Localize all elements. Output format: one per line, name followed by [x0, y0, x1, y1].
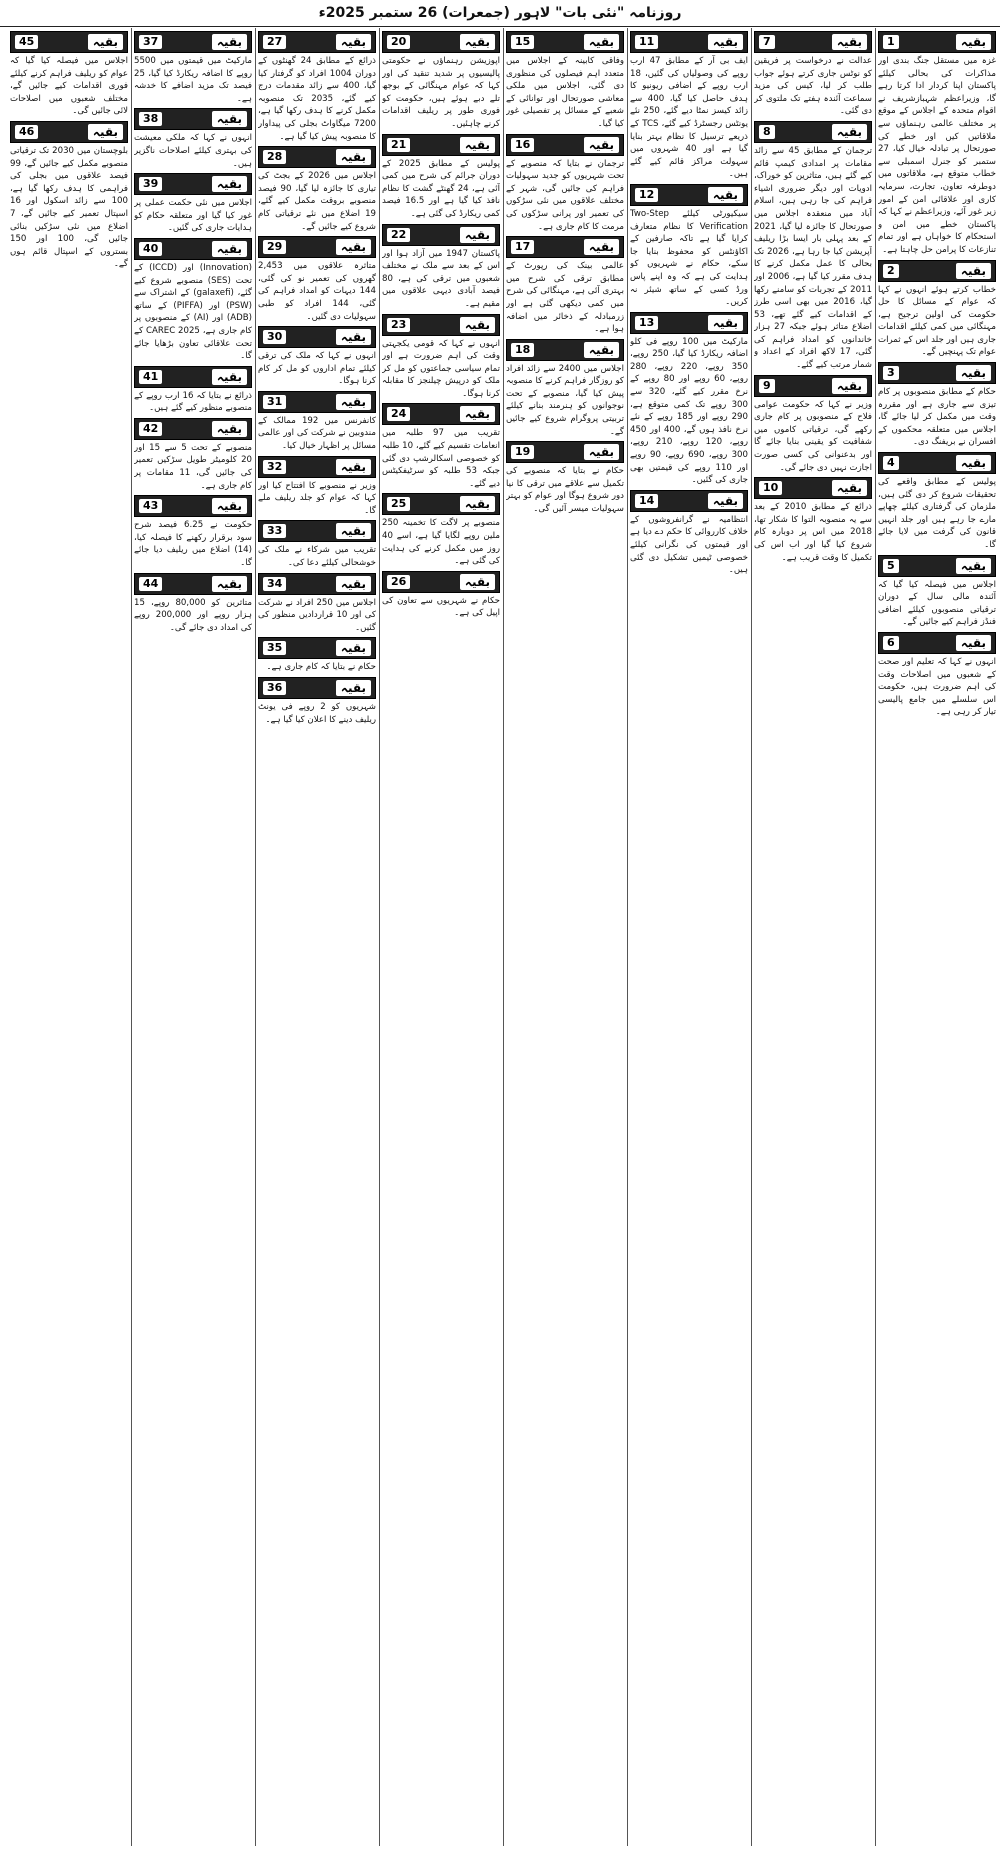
continuation-text: بلوچستان میں 2030 تک ترقیاتی منصوبے مکمل کیے جائیں گے، 99 فیصد علاقوں میں بجلی کی فراہمی کا ہدف رکھا گیا ہے، 100 سے زائد اسکول اور 16 اسپتال تعمیر کیے جائیں گے، 7 اضلاع میں نئی سڑکیں بنائی جائیں گی، 100 اور 150 بستروں کے اسپتال قائم ہوں گے۔ — [10, 145, 128, 270]
continuation-block — [258, 326, 376, 388]
news-column — [878, 28, 996, 1846]
continuation-banner — [878, 452, 996, 474]
continuation-banner — [754, 375, 872, 397]
continuation-block — [878, 260, 996, 360]
continuation-block — [506, 31, 624, 131]
banner-word: بقیہ — [212, 241, 247, 257]
continuation-block — [258, 391, 376, 453]
continuation-banner — [258, 456, 376, 478]
continuation-text: متاثرین کو 80,000 روپے، 15 ہزار روپے اور 200,000 روپے کی امداد دی جائے گی۔ — [134, 597, 252, 633]
banner-word: بقیہ — [336, 523, 371, 539]
continuation-banner — [754, 477, 872, 499]
continuation-text: متاثرہ علاقوں میں 2,453 گھروں کی تعمیر نو کی گئی، 144 دیہات کو امداد فراہم کی گئی، 144 افراد کو طبی سہولیات دی گئیں۔ — [258, 261, 376, 322]
banner-number: 41 — [139, 370, 162, 384]
continuation-block — [382, 314, 500, 401]
continuation-block — [258, 573, 376, 635]
continuation-text: انہوں نے کہا کہ تعلیم اور صحت کے شعبوں میں اصلاحات وقت کی اہم ضرورت ہیں، حکومت اس سلسلے میں جامع پالیسی تیار کر رہی ہے۔ — [878, 656, 996, 718]
continuation-banner — [506, 31, 624, 53]
continuation-banner — [382, 314, 500, 336]
continuation-banner — [258, 236, 376, 258]
banner-number: 14 — [635, 494, 658, 508]
continuation-banner — [134, 31, 252, 53]
banner-number: 34 — [263, 577, 286, 591]
continuation-text: عالمی بینک کی رپورٹ کے مطابق ترقی کی شرح میں بہتری آئی ہے، مہنگائی کی شرح میں کمی دیکھی گئی ہے اور زرمبادلہ کے ذخائر میں اضافہ ہوا ہے۔ — [506, 261, 624, 335]
continuation-block — [134, 173, 252, 235]
continuation-text: حکام نے بتایا کہ کام جاری ہے۔ — [266, 662, 376, 673]
continuation-banner — [506, 134, 624, 156]
banner-number: 44 — [139, 577, 162, 591]
continuation-block — [506, 134, 624, 234]
banner-word: بقیہ — [708, 187, 743, 203]
continuation-banner — [630, 312, 748, 334]
banner-word: بقیہ — [584, 342, 619, 358]
banner-word: بقیہ — [212, 421, 247, 437]
continuation-text: ذرائع نے بتایا کہ 16 ارب روپے کے منصوبے منظور کیے گئے ہیں۔ — [134, 390, 252, 414]
continuation-text: ایف بی آر کے مطابق 47 ارب روپے کی وصولیاں کی گئیں، 18 ارب روپے کے اضافی ریونیو کا ہدف حاصل کیا گیا، 400 سے زائد کیسز نمٹا دیے گئے، 250 نئے یونٹس رجسٹرڈ کیے گئے، TCS کے ذریعے ترسیل کا نظام بہتر بنایا گیا ہے اور 40 شہروں میں سہولت مراکز قائم کیے گئے ہیں۔ — [630, 56, 748, 180]
continuation-banner — [258, 146, 376, 168]
continuation-text: مارکیٹ میں 100 روپے فی کلو اضافہ ریکارڈ کیا گیا، 250 روپے، 350 روپے، 220 روپے، 280 روپے، 60 روپے اور 80 روپے کے نرخ مقرر کیے گئے، 320 سے 300 روپے تک کمی متوقع ہے، 290 روپے اور 185 روپے کے نئے نرخ نافذ ہوں گے، 400 اور 450 روپے، 120 روپے، 210 روپے، 300 روپے، 690 روپے، 90 روپے اور 110 روپے کی قیمتیں بھی جاری کی گئیں۔ — [630, 336, 748, 486]
banner-number: 6 — [883, 636, 899, 650]
continuation-banner — [382, 31, 500, 53]
banner-word: بقیہ — [584, 444, 619, 460]
banner-word: بقیہ — [212, 111, 247, 127]
column-divider — [627, 28, 628, 1846]
continuation-text: کانفرنس میں 192 ممالک کے مندوبین نے شرکت کی اور عالمی مسائل پر اظہار خیال کیا۔ — [258, 415, 376, 452]
banner-number: 4 — [883, 456, 899, 470]
continuation-text: ترجمان کے مطابق 45 سے زائد مقامات پر امدادی کیمپ قائم کیے گئے ہیں، متاثرین کو خوراک، ادویات اور دیگر ضروری اشیاء فراہم کی جا رہی ہیں، اسلام آباد میں منعقدہ اجلاس میں صورتحال کا جائزہ لیا گیا، 2021 کے بعد پہلی بار ایسا بڑا ریلیف آپریشن کیا جا رہا ہے، 2026 تک بحالی کا عمل مکمل کرنے کا ہدف مقرر کیا گیا ہے، 2006 اور 2011 کے تجربات کو سامنے رکھا گیا، 2016 میں بھی اسی طرز کے اقدامات کیے گئے تھے، 53 اضلاع متاثر ہوئے جبکہ 27 ہزار خاندانوں کو امداد فراہم کی گئی، 17 لاکھ افراد کے اعداد و شمار مرتب کیے گئے۔ — [754, 145, 872, 371]
banner-word: بقیہ — [336, 149, 371, 165]
continuation-text: پولیس کے مطابق 2025 کے دوران جرائم کی شرح میں کمی آئی ہے، 24 گھنٹے گشت کا نظام نافذ کیا گیا ہے اور 16.5 فیصد کمی ریکارڈ کی گئی ہے۔ — [382, 158, 500, 219]
continuation-block — [382, 134, 500, 221]
banner-word: بقیہ — [336, 239, 371, 255]
continuation-block — [134, 31, 252, 105]
column-divider — [875, 28, 876, 1846]
continuation-block — [382, 31, 500, 131]
banner-number: 7 — [759, 35, 775, 49]
banner-number: 11 — [635, 35, 658, 49]
continuation-text: ذرائع کے مطابق 2010 کے بعد سے یہ منصوبہ التوا کا شکار تھا، 2018 میں اس پر دوبارہ کام شروع کیا گیا اور اب اس کی تکمیل کا وقت قریب ہے۔ — [754, 502, 872, 563]
continuation-banner — [506, 441, 624, 463]
continuation-banner — [134, 418, 252, 440]
continuation-banner — [754, 121, 872, 143]
banner-word: بقیہ — [336, 680, 371, 696]
continuation-text: منصوبے کے تحت 5 سے 15 اور 20 کلومیٹر طویل سڑکیں تعمیر کی جائیں گی، 11 مقامات پر کام جاری ہے۔ — [134, 442, 252, 491]
continuation-text: شہریوں کو 2 روپے فی یونٹ ریلیف دینے کا اعلان کیا گیا ہے۔ — [258, 702, 376, 725]
news-column — [754, 28, 872, 1846]
continuation-block — [754, 31, 872, 118]
continuation-block — [134, 495, 252, 569]
banner-number: 31 — [263, 395, 286, 409]
banner-number: 23 — [387, 318, 410, 332]
continuation-block — [754, 121, 872, 372]
banner-number: 30 — [263, 330, 286, 344]
continuation-banner — [382, 571, 500, 593]
banner-word: بقیہ — [460, 406, 495, 422]
banner-number: 17 — [511, 240, 534, 254]
banner-number: 39 — [139, 177, 162, 191]
banner-word: بقیہ — [708, 493, 743, 509]
banner-word: بقیہ — [212, 498, 247, 514]
continuation-text: مارکیٹ میں قیمتوں میں 5500 روپے کا اضافہ ریکارڈ کیا گیا، 25 فیصد تک مزید اضافے کا خدشہ ہے۔ — [134, 56, 252, 104]
banner-word: بقیہ — [336, 394, 371, 410]
banner-number: 20 — [387, 35, 410, 49]
banner-number: 5 — [883, 559, 899, 573]
banner-word: بقیہ — [88, 34, 123, 50]
continuation-block — [506, 441, 624, 515]
banner-number: 27 — [263, 35, 286, 49]
continuation-block — [382, 571, 500, 620]
continuation-text: انہوں نے کہا کہ ملکی معیشت کی بہتری کیلئے اصلاحات ناگزیر ہیں۔ — [134, 133, 252, 169]
continuation-block — [878, 362, 996, 449]
continuation-text: اجلاس میں فیصلہ کیا گیا کہ آئندہ مالی سال کے دوران ترقیاتی منصوبوں کیلئے اضافی فنڈز فراہم کیے جائیں گے۔ — [878, 579, 996, 628]
continuation-text: عدالت نے درخواست پر فریقین کو نوٹس جاری کرتے ہوئے جواب طلب کر لیا، کیس کی مزید سماعت آئندہ ہفتے تک ملتوی کر دی گئی۔ — [754, 56, 872, 117]
banner-word: بقیہ — [336, 34, 371, 50]
banner-word: بقیہ — [956, 34, 991, 50]
continuation-block — [134, 238, 252, 363]
continuation-text: وزیر نے منصوبے کا افتتاح کیا اور کہا کہ عوام کو جلد ریلیف ملے گا۔ — [258, 480, 376, 516]
continuation-text: اجلاس میں فیصلہ کیا گیا کہ عوام کو ریلیف فراہم کرنے کیلئے فوری اقدامات کیے جائیں گے، مختلف شعبوں میں اصلاحات لائی جائیں گی۔ — [10, 56, 128, 117]
news-column — [258, 28, 376, 1846]
continuation-block — [258, 637, 376, 674]
banner-number: 10 — [759, 481, 782, 495]
banner-word: بقیہ — [832, 124, 867, 140]
continuation-banner — [506, 236, 624, 258]
continuation-block — [630, 184, 748, 309]
continuation-banner — [878, 362, 996, 384]
banner-number: 35 — [263, 641, 286, 655]
news-column — [382, 28, 500, 1846]
continuation-block — [630, 490, 748, 577]
banner-number: 21 — [387, 138, 410, 152]
continuation-block — [878, 632, 996, 719]
continuation-banner — [878, 260, 996, 282]
continuation-text: ذرائع کے مطابق 24 گھنٹوں کے دوران 1004 افراد کو گرفتار کیا گیا، 400 سے زائد مقدمات درج کیے گئے، 2035 تک منصوبہ مکمل کرنے کا ہدف رکھا گیا ہے، 7200 میگاواٹ بجلی کی پیداوار کا منصوبہ پیش کیا گیا ہے۔ — [258, 56, 376, 142]
continuation-text: وزیر نے کہا کہ حکومت عوامی فلاح کے منصوبوں پر کام جاری رکھے گی، ترقیاتی کاموں میں شفافیت کو یقینی بنایا جائے گا اور بدعنوانی کی کسی صورت اجازت نہیں دی جائے گی۔ — [754, 399, 872, 473]
continuation-banner — [134, 366, 252, 388]
continuation-banner — [506, 339, 624, 361]
continuation-banner — [878, 632, 996, 654]
continuation-banner — [382, 493, 500, 515]
banner-number: 9 — [759, 379, 775, 393]
continuation-text: حکام نے شہریوں سے تعاون کی اپیل کی ہے۔ — [382, 595, 500, 619]
continuation-banner — [382, 403, 500, 425]
banner-number: 43 — [139, 499, 162, 513]
continuation-text: سیکیورٹی کیلئے Two-Step Verification کا نظام متعارف کرایا گیا ہے تاکہ صارفین کے اکاؤنٹس کو محفوظ بنایا جا سکے، حکام نے شہریوں کو ہدایت کی ہے کہ وہ اپنے پاس ورڈ کسی کے ساتھ شیئر نہ کریں۔ — [630, 208, 748, 308]
continuation-text: غزہ میں مستقل جنگ بندی اور مذاکرات کی بحالی کیلئے پاکستان اپنا کردار ادا کرتا رہے گا، وزیراعظم شہبازشریف نے اقوام متحدہ کے اجلاس کے موقع پر مختلف عالمی رہنماؤں سے ملاقاتیں کیں اور خطے کی صورتحال پر تبادلہ خیال کیا، 27 ستمبر کو جنرل اسمبلی سے خطاب متوقع ہے، ملاقاتوں میں دوطرفہ تعاون، تجارت، سرمایہ کاری اور علاقائی امن کے امور زیر غور آئے، وزیراعظم نے کہا کہ پاکستان خطے میں امن و استحکام کا خواہاں ہے اور تمام تنازعات کا پرامن حل چاہتا ہے۔ — [878, 56, 996, 255]
banner-word: بقیہ — [336, 576, 371, 592]
continuation-block — [258, 456, 376, 518]
continuation-banner — [258, 391, 376, 413]
continuation-block — [258, 146, 376, 233]
banner-word: بقیہ — [956, 365, 991, 381]
continuation-banner — [258, 677, 376, 699]
continuation-banner — [134, 108, 252, 130]
continuation-block — [134, 418, 252, 492]
continuation-text: حکومت نے 6.25 فیصد شرح سود برقرار رکھنے کا فیصلہ کیا، (14) اضلاع میں ریلیف دیا جائے گا۔ — [134, 520, 252, 569]
masthead-title: روزنامہ "نئی بات" لاہور (جمعرات) 26 ستمبر 2025ء — [318, 5, 682, 21]
banner-number: 13 — [635, 316, 658, 330]
continuation-text: انتظامیہ نے گرانفروشوں کے خلاف کارروائی کا حکم دے دیا ہے اور قیمتوں کی نگرانی کیلئے خصوصی ٹیمیں تشکیل دی گئی ہیں۔ — [630, 514, 748, 576]
banner-word: بقیہ — [336, 640, 371, 656]
continuation-banner — [258, 31, 376, 53]
banner-word: بقیہ — [212, 369, 247, 385]
banner-number: 12 — [635, 188, 658, 202]
column-divider — [131, 28, 132, 1846]
banner-word: بقیہ — [708, 315, 743, 331]
news-column — [134, 28, 252, 1846]
continuation-block — [258, 520, 376, 569]
continuation-block — [134, 366, 252, 415]
continuation-banner — [258, 326, 376, 348]
banner-number: 2 — [883, 264, 899, 278]
continuation-block — [878, 31, 996, 257]
continuation-block — [382, 224, 500, 311]
banner-word: بقیہ — [832, 34, 867, 50]
banner-word: بقیہ — [584, 239, 619, 255]
banner-number: 36 — [263, 681, 286, 695]
banner-word: بقیہ — [584, 137, 619, 153]
banner-number: 45 — [15, 35, 38, 49]
banner-number: 8 — [759, 125, 775, 139]
banner-word: بقیہ — [460, 317, 495, 333]
continuation-block — [10, 31, 128, 118]
banner-number: 25 — [387, 497, 410, 511]
banner-number: 24 — [387, 407, 410, 421]
banner-number: 22 — [387, 228, 410, 242]
banner-word: بقیہ — [956, 558, 991, 574]
banner-word: بقیہ — [584, 34, 619, 50]
banner-word: بقیہ — [336, 329, 371, 345]
continuation-banner — [134, 495, 252, 517]
banner-word: بقیہ — [708, 34, 743, 50]
banner-number: 32 — [263, 460, 286, 474]
banner-number: 26 — [387, 575, 410, 589]
news-column — [630, 28, 748, 1846]
continuation-banner — [878, 555, 996, 577]
banner-word: بقیہ — [212, 34, 247, 50]
continuation-text: وفاقی کابینہ کے اجلاس میں متعدد اہم فیصلوں کی منظوری دی گئی، اجلاس میں ملکی معاشی صورتحال اور توانائی کے شعبے کے مسائل پر تفصیلی غور کیا گیا۔ — [506, 56, 624, 129]
banner-word: بقیہ — [956, 635, 991, 651]
column-divider — [503, 28, 504, 1846]
banner-number: 19 — [511, 445, 534, 459]
continuation-banner — [382, 134, 500, 156]
continuation-banner — [630, 490, 748, 512]
continuation-block — [878, 452, 996, 552]
banner-word: بقیہ — [460, 137, 495, 153]
banner-word: بقیہ — [460, 574, 495, 590]
continuation-text: اجلاس میں 250 افراد نے شرکت کی اور 10 قراردادیں منظور کی گئیں۔ — [258, 597, 376, 633]
continuation-banner — [630, 184, 748, 206]
continuation-text: تقریب میں شرکاء نے ملک کی خوشحالی کیلئے دعا کی۔ — [258, 545, 376, 569]
banner-number: 16 — [511, 138, 534, 152]
continuation-text: انہوں نے کہا کہ قومی یکجہتی وقت کی اہم ضرورت ہے اور تمام سیاسی جماعتوں کو مل کر ملک کو درپیش چیلنجز کا مقابلہ کرنا ہوگا۔ — [382, 338, 500, 399]
banner-number: 1 — [883, 35, 899, 49]
continuation-banner — [878, 31, 996, 53]
continuation-block — [134, 108, 252, 170]
continuation-block — [506, 236, 624, 336]
continuation-banner — [10, 121, 128, 143]
banner-number: 33 — [263, 524, 286, 538]
banner-word: بقیہ — [460, 227, 495, 243]
banner-word: بقیہ — [832, 480, 867, 496]
continuation-block — [382, 493, 500, 567]
banner-word: بقیہ — [460, 496, 495, 512]
continuation-banner — [630, 31, 748, 53]
continuation-block — [630, 31, 748, 181]
banner-word: بقیہ — [336, 459, 371, 475]
banner-word: بقیہ — [956, 455, 991, 471]
continuation-banner — [754, 31, 872, 53]
continuation-text: خطاب کرتے ہوئے انہوں نے کہا کہ عوام کے مسائل کا حل حکومت کی اولین ترجیح ہے، مہنگائی میں کمی کیلئے اقدامات جاری ہیں اور جلد اس کے ثمرات عوام تک پہنچیں گے۔ — [878, 284, 996, 358]
banner-word: بقیہ — [212, 576, 247, 592]
continuation-text: تقریب میں 97 طلبہ میں انعامات تقسیم کیے گئے، 10 طلبہ کو خصوصی اسکالرشپ دی گئی جبکہ 53 طلبہ کو سرٹیفکیٹس دیے گئے۔ — [382, 428, 500, 489]
continuation-block — [10, 121, 128, 271]
continuation-block — [258, 236, 376, 323]
continuation-banner — [382, 224, 500, 246]
continuation-banner — [134, 173, 252, 195]
continuation-block — [258, 31, 376, 143]
continuation-text: منصوبے پر لاگت کا تخمینہ 250 ملین روپے لگایا گیا ہے، اسے 40 روز میں مکمل کرنے کی ہدایت کی گئی ہے۔ — [382, 518, 500, 567]
continuation-block — [382, 403, 500, 490]
continuation-text: پولیس کے مطابق واقعے کی تحقیقات شروع کر دی گئی ہیں، ملزمان کی گرفتاری کیلئے چھاپے مارے جا رہے ہیں اور جلد انہیں قانون کی گرفت میں لایا جائے گا۔ — [878, 477, 996, 550]
banner-number: 18 — [511, 343, 534, 357]
continuation-banner — [134, 573, 252, 595]
continuation-text: ترجمان نے بتایا کہ منصوبے کے تحت شہریوں کو جدید سہولیات فراہم کی جائیں گی، شہر کے مختلف علاقوں میں نئی سڑکوں کی تعمیر اور پرانی سڑکوں کی مرمت کا کام جاری ہے۔ — [506, 158, 624, 232]
banner-word: بقیہ — [832, 378, 867, 394]
continuation-text: اجلاس میں 2400 سے زائد افراد کو روزگار فراہم کرنے کا منصوبہ پیش کیا گیا، منصوبے کے تحت نوجوانوں کو ہنرمند بنانے کیلئے تربیتی پروگرام شروع کیے جائیں گے۔ — [506, 363, 624, 437]
continuation-text: اپوزیشن رہنماؤں نے حکومتی پالیسیوں پر شدید تنقید کی اور کہا کہ عوام مہنگائی کے بوجھ تلے دبے ہوئے ہیں، حکومت کو فوری طور پر ریلیف اقدامات کرنے چاہئیں۔ — [382, 56, 500, 129]
banner-number: 29 — [263, 240, 286, 254]
banner-word: بقیہ — [956, 263, 991, 279]
banner-number: 40 — [139, 242, 162, 256]
continuation-block — [258, 677, 376, 726]
continuation-block — [754, 375, 872, 475]
continuation-text: (Innovation) اور (ICCD) کے تحت (SES) منصوبے شروع کیے گئے، (galaxefi) کے اشتراک سے (PSW) اور (PIFFA) کے ساتھ (ADB) اور (AI) کے منصوبوں پر کام جاری ہے، CAREC 2025 کے تحت علاقائی تعاون بڑھایا جائے گا۔ — [134, 262, 252, 362]
continuation-block — [878, 555, 996, 629]
banner-number: 46 — [15, 125, 38, 139]
news-column — [10, 28, 128, 1846]
continuation-text: پاکستان 1947 میں آزاد ہوا اور اس کے بعد سے ملک نے مختلف شعبوں میں ترقی کی ہے، 80 فیصد آبادی دیہی علاقوں میں مقیم ہے۔ — [382, 248, 500, 309]
continuation-text: اجلاس میں 2026 کے بجٹ کی تیاری کا جائزہ لیا گیا، 90 فیصد منصوبے بروقت مکمل کیے گئے، 19 اضلاع میں نئے ترقیاتی کام شروع کیے جائیں گے۔ — [258, 171, 376, 232]
continuation-text: حکام کے مطابق منصوبوں پر کام تیزی سے جاری ہے اور مقررہ وقت میں مکمل کر لیا جائے گا، اجلاس میں متعلقہ محکموں کے افسران نے بریفنگ دی۔ — [878, 387, 996, 448]
continuation-banner — [258, 637, 376, 659]
continuation-block — [630, 312, 748, 487]
column-divider — [255, 28, 256, 1846]
banner-number: 42 — [139, 422, 162, 436]
banner-number: 3 — [883, 366, 899, 380]
banner-word: بقیہ — [212, 176, 247, 192]
continuation-block — [134, 573, 252, 635]
continuation-banner — [134, 238, 252, 260]
column-divider — [379, 28, 380, 1846]
continuation-banner — [258, 573, 376, 595]
news-column — [506, 28, 624, 1846]
banner-word: بقیہ — [88, 124, 123, 140]
continuation-block — [754, 477, 872, 564]
column-divider — [751, 28, 752, 1846]
continuation-text: انہوں نے کہا کہ ملک کی ترقی کیلئے تمام اداروں کو مل کر کام کرنا ہوگا۔ — [258, 351, 376, 387]
continuation-banner — [258, 520, 376, 542]
banner-number: 38 — [139, 112, 162, 126]
continuation-text: اجلاس میں نئی حکمت عملی پر غور کیا گیا اور متعلقہ حکام کو ہدایات جاری کی گئیں۔ — [134, 198, 252, 234]
continuation-banner — [10, 31, 128, 53]
continuation-block — [506, 339, 624, 439]
banner-number: 28 — [263, 150, 286, 164]
banner-word: بقیہ — [460, 34, 495, 50]
banner-number: 37 — [139, 35, 162, 49]
continuation-text: حکام نے بتایا کہ منصوبے کی تکمیل سے علاقے میں ترقی کا نیا دور شروع ہوگا اور عوام کو بہتر سہولیات میسر آئیں گی۔ — [506, 466, 624, 515]
banner-number: 15 — [511, 35, 534, 49]
masthead — [0, 0, 1000, 27]
